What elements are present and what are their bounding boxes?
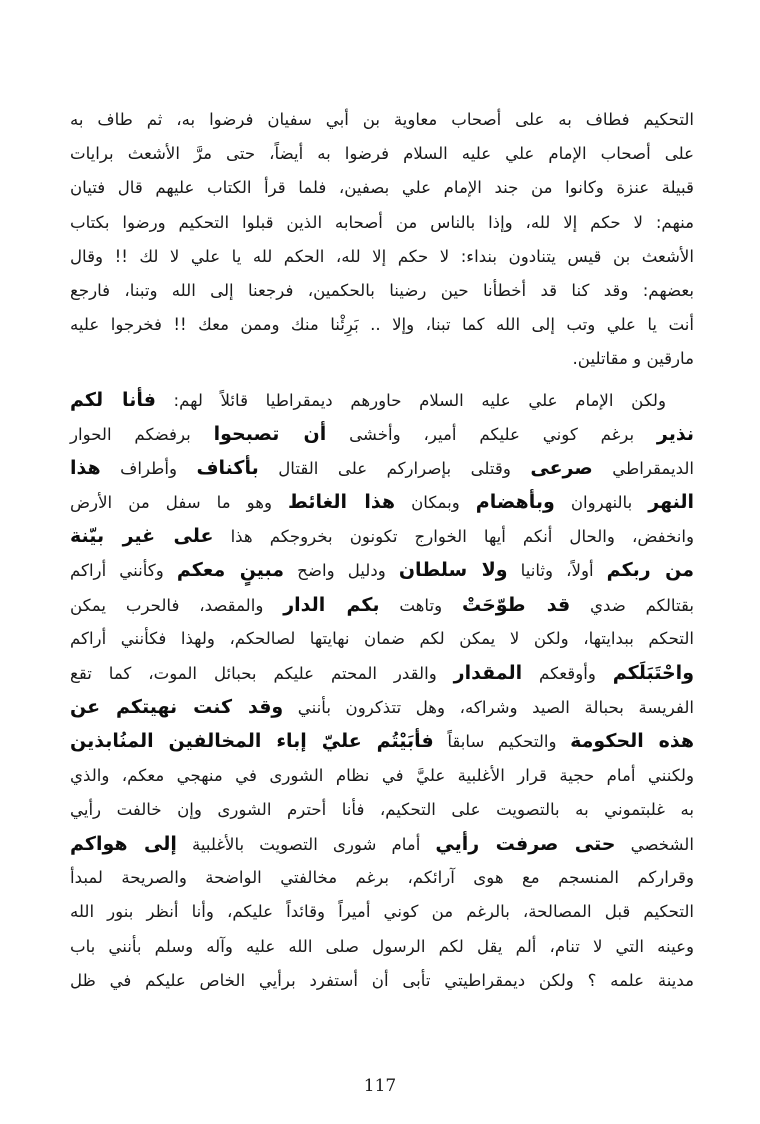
text-line: بعضهم: وقد كنا قد أخطأنا حين رضينا بالحكمين، فرجعنا إلى الله وتبنا، فارجع [70, 280, 694, 300]
body-text: وتاهت [379, 595, 462, 615]
emphasized-text: وبأهضام [475, 491, 555, 514]
paragraph-1 [70, 103, 694, 377]
text-line [70, 519, 694, 553]
body-text: الفريسة بحبالة الصيد وشراكه، وهل تتذكرون بأنني [283, 698, 694, 718]
body-text: برفضكم الحوار [70, 424, 214, 444]
body-text: التحكم ببدايتها، ولكن لا يمكن لكم ضمان نهايتها لصالحكم، ولهذا فكأنني أراكم [70, 628, 694, 648]
text-line [70, 793, 694, 827]
emphasized-text: نذير [656, 422, 694, 445]
body-text: وبمكان [395, 493, 476, 513]
emphasized-text: مبينٍ معكم [176, 559, 285, 582]
body-text: والمقصد، فالحرب يمكن [70, 595, 284, 615]
body-text: وهو ما سفل من الأرض [70, 493, 289, 513]
body-text: بالنهروان [554, 493, 649, 513]
emphasized-text: هذه الحكومة [570, 730, 694, 753]
emphasized-text: واحْتَبَلَكم [612, 662, 694, 684]
body-text: وعينه التي لا تنام، ألم يقل لكم الرسول صلى الله عليه وآله وسلم بأنني باب [70, 936, 694, 956]
body-text: ولكنني أمام حجية قرار الأغلبية عليَّ في نظام الشورى في منهجي معكم، والذي [70, 765, 694, 785]
text-line: على أصحاب الإمام علي عليه السلام فرضوا به أيضاً، حتى مرَّ الأشعث برايات [70, 144, 694, 164]
text-line [70, 690, 694, 724]
emphasized-text: أن تصبحوا [213, 422, 327, 445]
text-line: منهم: لا حكم إلا لله، وإذا بالناس من أصحابه الذين قبلوا التحكيم ورضوا بكتاب [70, 212, 694, 232]
text-line: مارقين و مقاتلين. [572, 349, 694, 369]
text-line: التحكيم فطاف به على أصحاب معاوية بن أبي سفيان فرضوا به، ثم طاف به [70, 110, 694, 129]
emphasized-text: هذا الغائط [288, 491, 396, 514]
body-text: به غلبتموني به بالتصويت على التحكيم، فأنا أحترم الشورى وإن خالفت رأيي [70, 799, 694, 819]
body-text: وأطراف [100, 458, 197, 478]
body-text: التحكيم قبل المصالحة، بالرغم من كوني أميراً وقائداً عليكم، وأنا أنظر بنور الله [70, 902, 694, 922]
text-line: أنت يا علي وتب إلى الله كما تبنا، وإلا .. بَرِئْنا منك وممن معك !! فخرجوا عليه [70, 315, 694, 335]
text-line [70, 759, 694, 793]
emphasized-text: بأكناف [196, 456, 259, 479]
body-text: الشخصي [615, 834, 694, 854]
emphasized-text: بكم الدار [283, 593, 380, 616]
book-page-body [70, 103, 694, 998]
text-line [70, 895, 694, 929]
text-line [70, 451, 694, 485]
body-text: الديمقراطي [592, 458, 695, 478]
body-text: وقراركم المنسجم مع هوى آرائكم، برغم مخالفتي الواضحة والصريحة لمبدأ [70, 868, 694, 888]
emphasized-text: فأنا لكم [70, 388, 156, 411]
emphasized-text: إلى هواكم [70, 832, 177, 855]
text-line [70, 588, 694, 622]
body-text: مدينة علمه ؟ ولكن ديمقراطيتي تأبى أن أستفرد برأيي الخاص عليكم في ظل [70, 970, 694, 990]
body-text: وأوقعكم [522, 664, 613, 683]
body-text: بقتالكم ضدي [570, 595, 694, 615]
text-line [70, 861, 694, 895]
body-text: ودليل واضح [284, 561, 399, 581]
body-text: برغم كوني عليكم أمير، وأخشى [326, 424, 657, 444]
body-text: وانخفض، والحال أنكم أيها الخوارج تكونون بخروجكم هذا [213, 527, 694, 547]
emphasized-text: وقد كنت نهيتكم عن [70, 696, 284, 719]
body-text: أولاً، وثانيا [507, 561, 607, 581]
emphasized-text: فأبَيْتُم عليّ إباء المخالفين المنُابذين [70, 730, 434, 753]
text-line [70, 930, 694, 964]
text-line: قبيلة عنزة وكانوا من جند الإمام علي بصفين، فلما قرأ الكتاب عليهم قال فتيان [70, 178, 694, 198]
emphasized-text: هذا [70, 456, 101, 479]
body-text: أمام شورى التصويت بالأغلبية [176, 834, 436, 854]
emphasized-text: صرعى [530, 456, 593, 479]
body-text: والقدر المحتم عليكم بحبائل الموت، كما تقع [70, 664, 454, 683]
text-line [70, 656, 694, 690]
text-line [70, 827, 694, 861]
text-line [70, 383, 694, 417]
emphasized-text: على غير بيّنة [70, 525, 214, 548]
emphasized-text: حتى صرفت رأيي [435, 832, 616, 855]
body-text: وقتلى بإصراركم على القتال [258, 458, 531, 478]
text-line [70, 417, 694, 451]
emphasized-text: ولا سلطان [398, 559, 508, 582]
emphasized-text: المقدار [453, 662, 523, 684]
emphasized-text: قد طوّحَتْ [461, 593, 571, 616]
text-line [70, 622, 694, 656]
text-line: الأشعث بن قيس يتنادون بنداء: لا حكم إلا لله، الحكم لله يا علي لا لك !! وقال [70, 246, 694, 266]
body-text: وكأنني أراكم [70, 561, 177, 581]
body-text: والتحكيم سابقاً [433, 732, 571, 752]
text-line [70, 553, 694, 587]
page-number: 117 [363, 1076, 397, 1096]
paragraph-2 [70, 383, 694, 998]
body-text: ولكن الإمام علي عليه السلام حاورهم ديمقراطيا قائلاً لهم: [155, 390, 666, 410]
text-line [70, 964, 694, 998]
emphasized-text: من ربكم [606, 559, 694, 582]
text-line [70, 485, 694, 519]
text-line [70, 724, 694, 758]
emphasized-text: النهر [648, 491, 695, 514]
